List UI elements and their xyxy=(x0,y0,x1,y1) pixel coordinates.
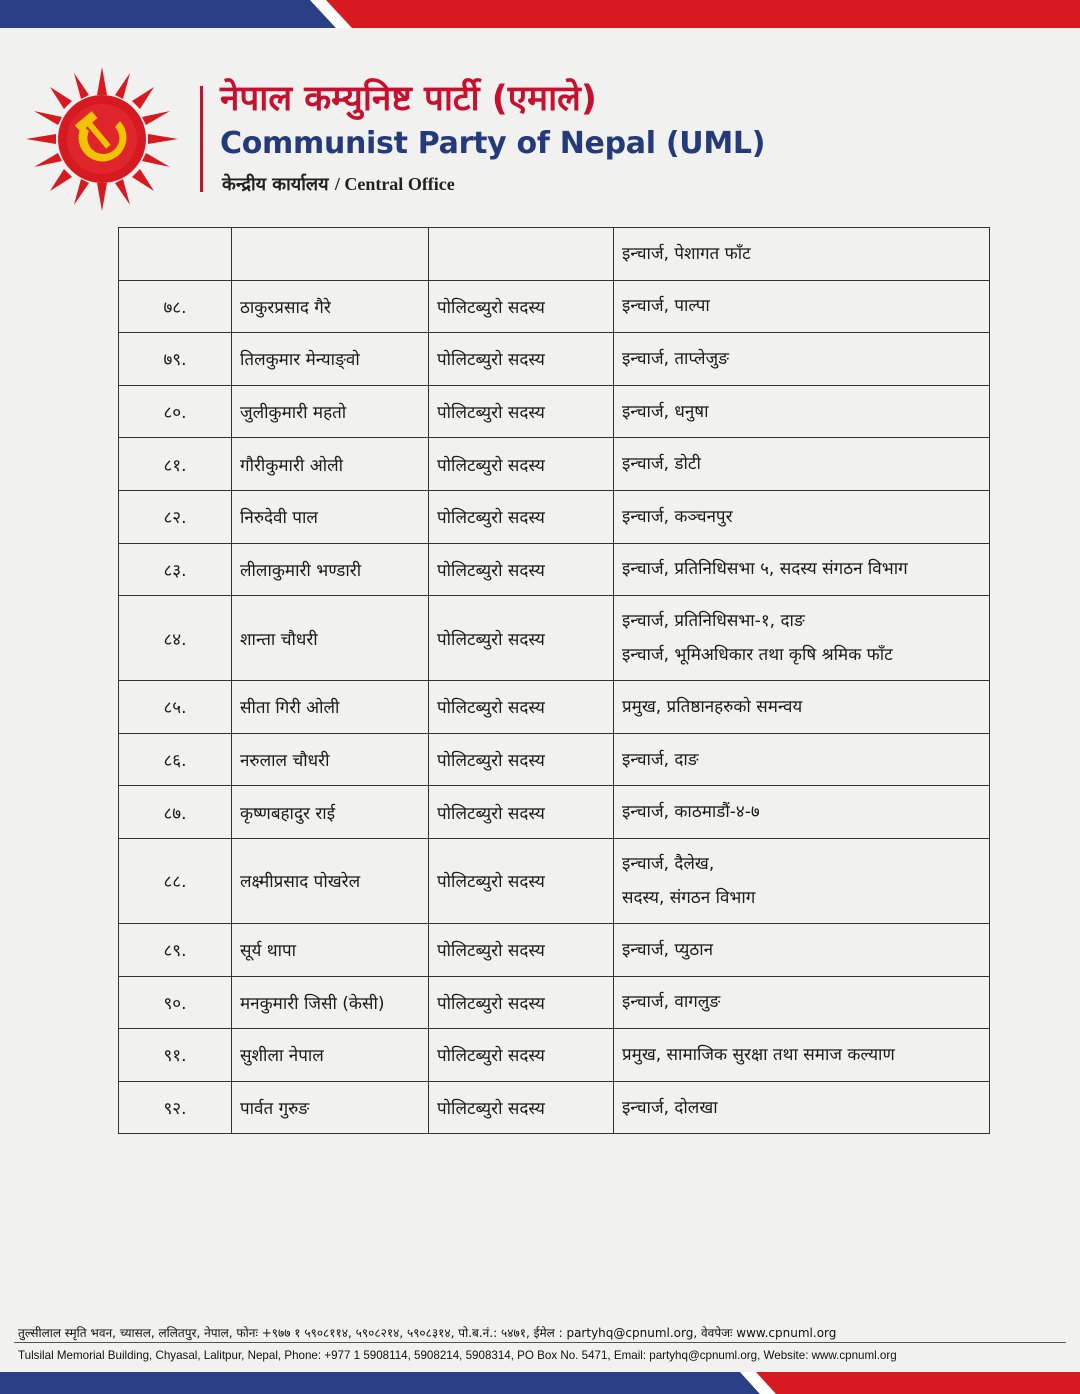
member-post: पोलिटब्युरो सदस्य xyxy=(429,438,614,491)
member-post: पोलिटब्युरो सदस्य xyxy=(429,543,614,596)
table-row xyxy=(119,838,990,923)
serial-number: ७८. xyxy=(119,280,232,333)
serial-number: ८५. xyxy=(119,681,232,734)
serial-number: ८८. xyxy=(119,838,232,923)
member-responsibility xyxy=(614,333,990,386)
member-name: नरुलाल चौधरी xyxy=(232,733,429,786)
member-responsibility xyxy=(614,228,990,281)
responsibility-line: इन्चार्ज, प्रतिनिधिसभा-१, दाङ xyxy=(622,611,805,632)
member-responsibility xyxy=(614,838,990,923)
member-post: पोलिटब्युरो सदस्य xyxy=(429,923,614,976)
member-name: सीता गिरी ओली xyxy=(232,681,429,734)
responsibility-line: इन्चार्ज, धनुषा xyxy=(622,401,709,422)
member-responsibility xyxy=(614,385,990,438)
party-name-nepali: नेपाल कम्युनिष्ट पार्टी (एमाले) xyxy=(220,79,597,119)
table-row xyxy=(119,681,990,734)
table-row xyxy=(119,385,990,438)
member-responsibility xyxy=(614,681,990,734)
office-label-english: / Central Office xyxy=(334,174,455,194)
responsibility-line: इन्चार्ज, प्युठान xyxy=(622,939,714,960)
member-post: पोलिटब्युरो सदस्य xyxy=(429,1081,614,1134)
table-row xyxy=(119,786,990,839)
serial-number: ८६. xyxy=(119,733,232,786)
serial-number: ८२. xyxy=(119,490,232,543)
responsibility-line: इन्चार्ज, कञ्चनपुर xyxy=(622,506,733,527)
serial-number: ८१. xyxy=(119,438,232,491)
office-label xyxy=(222,172,455,196)
responsibility-line: सदस्य, संगठन विभाग xyxy=(622,887,756,908)
member-responsibility xyxy=(614,280,990,333)
member-name: निरुदेवी पाल xyxy=(232,490,429,543)
office-label-nepali: केन्द्रीय कार्यालय xyxy=(222,174,329,195)
member-name: ठाकुरप्रसाद गैरे xyxy=(232,280,429,333)
member-post xyxy=(429,228,614,281)
table-row xyxy=(119,1081,990,1134)
member-post: पोलिटब्युरो सदस्य xyxy=(429,786,614,839)
responsibility-line: इन्चार्ज, डोटी xyxy=(622,454,701,475)
table-row xyxy=(119,490,990,543)
responsibility-line: इन्चार्ज, पाल्पा xyxy=(622,296,710,317)
responsibility-line: इन्चार्ज, काठमाडौं-४-७ xyxy=(622,802,760,823)
member-post: पोलिटब्युरो सदस्य xyxy=(429,333,614,386)
header-divider xyxy=(200,86,203,192)
member-name: सुशीला नेपाल xyxy=(232,1029,429,1082)
bottom-color-bar xyxy=(0,1372,1080,1394)
member-name: लीलाकुमारी भण्डारी xyxy=(232,543,429,596)
party-name-english: Communist Party of Nepal (UML) xyxy=(220,126,766,161)
member-name: लक्ष्मीप्रसाद पोखरेल xyxy=(232,838,429,923)
responsibility-line: इन्चार्ज, दाङ xyxy=(622,749,699,770)
member-responsibility xyxy=(614,976,990,1029)
top-color-bar xyxy=(0,0,1080,28)
responsibility-line: इन्चार्ज, ताप्लेजुङ xyxy=(622,348,729,369)
member-responsibility xyxy=(614,490,990,543)
footer-address-nepali: तुल्सीलाल स्मृति भवन, च्यासल, ललितपुर, नेपाल, फोनः +९७७ १ ५९०८११४, ५९०८२१४, ५९०८३१४, पो.ब.नं.: ५४७१, ईमेल : partyhq@cpnuml.org, वेवपेजः www.cpnuml.org xyxy=(18,1326,837,1340)
member-post: पोलिटब्युरो सदस्य xyxy=(429,1029,614,1082)
member-responsibility xyxy=(614,438,990,491)
serial-number: ८७. xyxy=(119,786,232,839)
table-row xyxy=(119,733,990,786)
member-name: तिलकुमार मेन्याङ्वो xyxy=(232,333,429,386)
serial-number: ८४. xyxy=(119,596,232,681)
responsibility-line: प्रमुख, सामाजिक सुरक्षा तथा समाज कल्याण xyxy=(622,1044,895,1065)
member-post: पोलिटब्युरो सदस्य xyxy=(429,490,614,543)
member-post: पोलिटब्युरो सदस्य xyxy=(429,596,614,681)
serial-number: ९०. xyxy=(119,976,232,1029)
table-row xyxy=(119,596,990,681)
responsibility-line: प्रमुख, प्रतिष्ठानहरुको समन्वय xyxy=(622,696,803,717)
responsibility-line: इन्चार्ज, वागलुङ xyxy=(622,992,721,1013)
member-post: पोलिटब्युरो सदस्य xyxy=(429,280,614,333)
table-row xyxy=(119,976,990,1029)
member-name: शान्ता चौधरी xyxy=(232,596,429,681)
responsibility-line: इन्चार्ज, दोलखा xyxy=(622,1097,718,1118)
member-post: पोलिटब्युरो सदस्य xyxy=(429,385,614,438)
table-row xyxy=(119,438,990,491)
table-row xyxy=(119,333,990,386)
member-name: जुलीकुमारी महतो xyxy=(232,385,429,438)
party-emblem-icon xyxy=(24,66,180,212)
member-name: पार्वत गुरुङ xyxy=(232,1081,429,1134)
serial-number: ८९. xyxy=(119,923,232,976)
responsibility-line: इन्चार्ज, भूमिअधिकार तथा कृषि श्रमिक फाँट xyxy=(622,645,893,666)
member-name: मनकुमारी जिसी (केसी) xyxy=(232,976,429,1029)
member-post: पोलिटब्युरो सदस्य xyxy=(429,838,614,923)
table-row xyxy=(119,280,990,333)
member-responsibility xyxy=(614,1081,990,1134)
member-post: पोलिटब्युरो सदस्य xyxy=(429,681,614,734)
table-row xyxy=(119,543,990,596)
serial-number: ९२. xyxy=(119,1081,232,1134)
member-post: पोलिटब्युरो सदस्य xyxy=(429,733,614,786)
member-responsibility xyxy=(614,1029,990,1082)
politburo-assignments-table xyxy=(118,227,990,1134)
responsibility-line: इन्चार्ज, प्रतिनिधिसभा ५, सदस्य संगठन विभाग xyxy=(622,559,908,580)
serial-number xyxy=(119,228,232,281)
member-post: पोलिटब्युरो सदस्य xyxy=(429,976,614,1029)
table-row xyxy=(119,923,990,976)
member-name: गौरीकुमारी ओली xyxy=(232,438,429,491)
serial-number: ८०. xyxy=(119,385,232,438)
footer-address-english: Tulsilal Memorial Building, Chyasal, Lalitpur, Nepal, Phone: +977 1 5908114, 5908214, 5908314, PO Box No. 5471, Email: partyhq@cpnuml.org, Website: www.cpnuml.org xyxy=(18,1349,897,1362)
footer-divider xyxy=(14,1342,1066,1343)
member-responsibility xyxy=(614,923,990,976)
member-responsibility xyxy=(614,733,990,786)
serial-number: ७९. xyxy=(119,333,232,386)
member-name: कृष्णबहादुर राई xyxy=(232,786,429,839)
responsibility-line: इन्चार्ज, पेशागत फाँट xyxy=(622,243,751,264)
member-name xyxy=(232,228,429,281)
serial-number: ९१. xyxy=(119,1029,232,1082)
table-row xyxy=(119,228,990,281)
table-row xyxy=(119,1029,990,1082)
member-responsibility xyxy=(614,596,990,681)
member-responsibility xyxy=(614,786,990,839)
member-responsibility xyxy=(614,543,990,596)
member-name: सूर्य थापा xyxy=(232,923,429,976)
serial-number: ८३. xyxy=(119,543,232,596)
responsibility-line: इन्चार्ज, दैलेख, xyxy=(622,853,715,874)
